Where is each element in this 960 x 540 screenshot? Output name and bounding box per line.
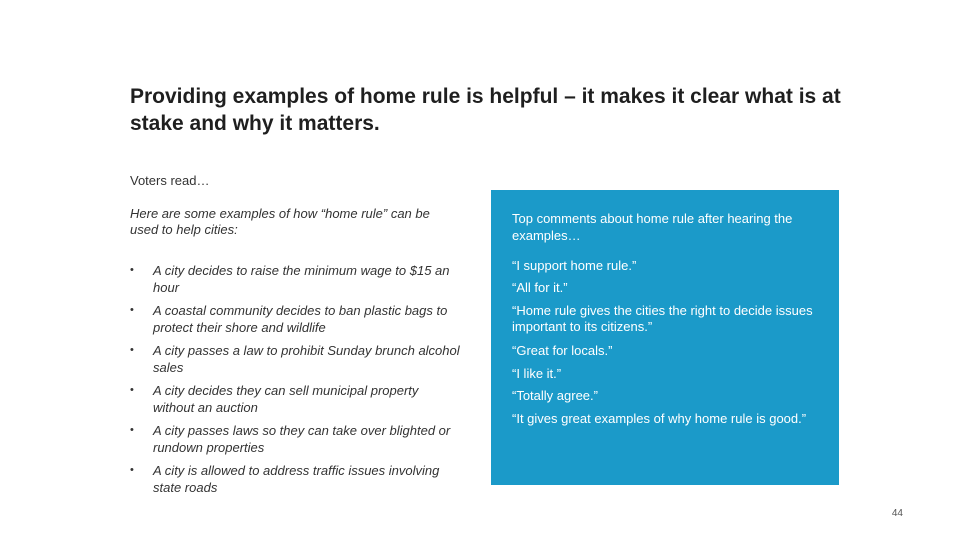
list-item-text: A city is allowed to address traffic issues involving state roads <box>153 463 440 495</box>
list-item <box>130 262 460 296</box>
bullet-icon: • <box>130 424 134 436</box>
bullet-icon: • <box>130 304 134 316</box>
page-number: 44 <box>891 508 903 519</box>
comment-item: “I support home rule.” <box>512 258 637 273</box>
list-item-text: A city passes laws so they can take over blighted or rundown properties <box>153 423 451 455</box>
comment-item: “All for it.” <box>512 280 568 295</box>
comments-panel-heading: Top comments about home rule after hearing the examples… <box>512 211 793 243</box>
list-item <box>130 382 460 416</box>
comment-item: “Home rule gives the cities the right to decide issues important to its citizens.” <box>512 303 813 334</box>
bullet-icon: • <box>130 464 134 476</box>
intro-text: Voters read… <box>130 173 210 188</box>
bullet-icon: • <box>130 384 134 396</box>
comment-item: “Totally agree.” <box>512 388 598 403</box>
comments-panel <box>491 190 839 485</box>
comment-item: “I like it.” <box>512 366 562 381</box>
slide-title: Providing examples of home rule is helpful – it makes it clear what is at stake and why it matters. <box>130 85 841 135</box>
list-item <box>130 422 460 456</box>
bullet-icon: • <box>130 264 134 276</box>
list-item-text: A city decides to raise the minimum wage to $15 an hour <box>153 263 450 295</box>
list-item-text: A coastal community decides to ban plastic bags to protect their shore and wildlife <box>153 303 448 335</box>
list-item <box>130 302 460 336</box>
comment-item: “Great for locals.” <box>512 343 613 358</box>
list-item <box>130 342 460 376</box>
list-item-text: A city passes a law to prohibit Sunday brunch alcohol sales <box>153 343 460 375</box>
comment-item: “It gives great examples of why home rule is good.” <box>512 411 807 426</box>
examples-heading: Here are some examples of how “home rule” can be used to help cities: <box>130 206 430 237</box>
list-item <box>130 462 460 496</box>
bullet-icon: • <box>130 344 134 356</box>
examples-list <box>130 262 460 502</box>
list-item-text: A city decides they can sell municipal property without an auction <box>153 383 419 415</box>
